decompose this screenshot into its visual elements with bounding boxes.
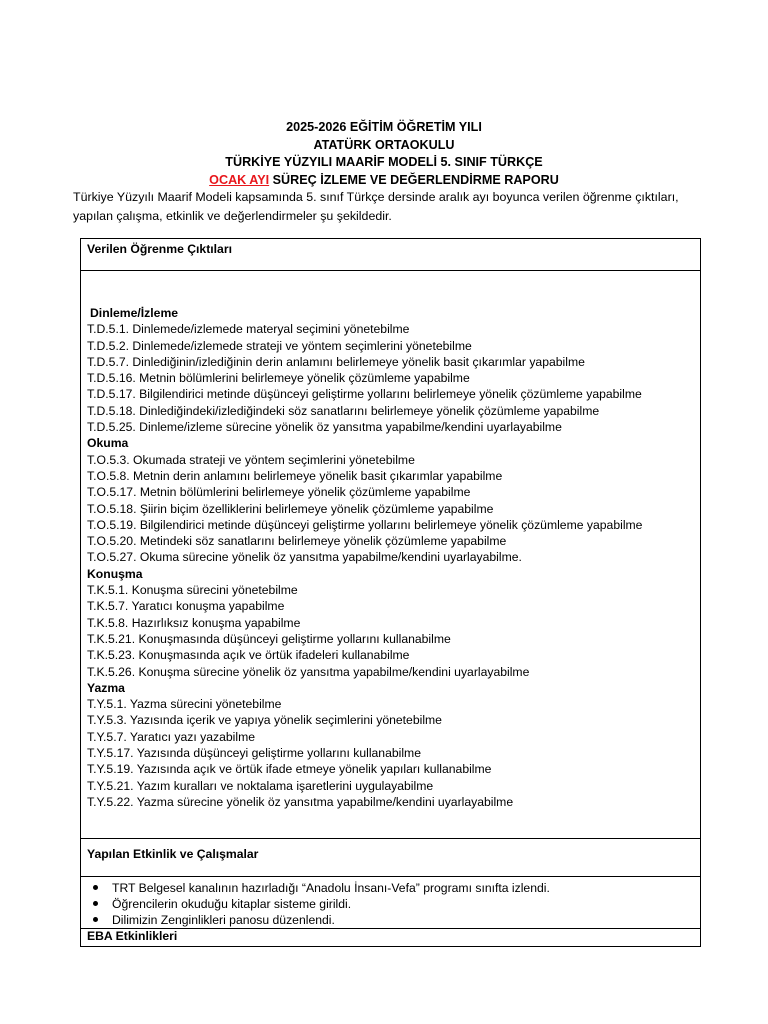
outcome-item: T.O.5.27. Okuma sürecine yönelik öz yansıtma yapabilme/kendini uyarlayabilme. <box>87 550 522 565</box>
eba-title: EBA Etkinlikleri <box>87 929 178 943</box>
eba-header-cell <box>81 929 700 946</box>
section-title-listening: Dinleme/İzleme <box>90 306 179 320</box>
header-school-year: 2025-2026 EĞİTİM ÖĞRETİM YILI <box>286 120 482 134</box>
outcome-item: T.D.5.7. Dinlediğinin/izlediğinin derin anlamını belirlemeye yönelik basit çıkarımlar yapabilme <box>87 354 585 369</box>
outcome-item: T.Y.5.1. Yazma sürecini yönetebilme <box>87 697 282 712</box>
outcome-item: T.O.5.20. Metindeki söz sanatlarını belirlemeye yönelik çözümleme yapabilme <box>87 534 507 549</box>
outcome-item: T.O.5.19. Bilgilendirici metinde düşünceyi geliştirme yollarını belirlemeye yönelik çözümleme yapabilme <box>87 517 643 532</box>
outcomes-title: Verilen Öğrenme Çıktıları <box>87 242 232 256</box>
header-report-title <box>0 172 768 190</box>
outcome-item: T.Y.5.21. Yazım kuralları ve noktalama işaretlerini uygulayabilme <box>87 778 434 793</box>
outcomes-list-cell <box>81 271 700 839</box>
outcome-item: T.O.5.3. Okumada strateji ve yöntem seçimlerini yönetebilme <box>87 452 415 467</box>
activity-item: Dilimizin Zenginlikleri panosu düzenlendi. <box>87 912 694 928</box>
outcome-item: T.D.5.2. Dinlemede/izlemede strateji ve yöntem seçimlerini yönetebilme <box>87 338 472 353</box>
outcome-item: T.K.5.23. Konuşmasında açık ve örtük ifadeleri kullanabilme <box>87 648 410 663</box>
outcome-item: T.D.5.17. Bilgilendirici metinde düşünceyi geliştirme yollarını belirlemeye yönelik çözümleme yapabilme <box>87 387 642 402</box>
outcome-item: T.D.5.16. Metnin bölümlerini belirlemeye yönelik çözümleme yapabilme <box>87 371 470 386</box>
activity-item: TRT Belgesel kanalının hazırladığı “Anadolu İnsanı-Vefa” programı sınıfta izlendi. <box>87 880 694 896</box>
outcome-item: T.K.5.21. Konuşmasında düşünceyi geliştirme yollarını kullanabilme <box>87 631 451 646</box>
header-model-title: TÜRKİYE YÜZYILI MAARİF MODELİ 5. SINIF TÜRKÇE <box>225 155 543 170</box>
outcome-item: T.Y.5.17. Yazısında düşünceyi geliştirme yollarını kullanabilme <box>87 746 421 761</box>
header-month-highlight: OCAK AYI <box>209 172 270 187</box>
outcome-item: T.O.5.17. Metnin bölümlerini belirlemeye yönelik çözümleme yapabilme <box>87 485 471 500</box>
activity-item: Öğrencilerin okuduğu kitaplar sisteme girildi. <box>87 896 694 912</box>
activities-list <box>87 880 694 928</box>
outcome-item: T.K.5.26. Konuşma sürecine yönelik öz yansıtma yapabilme/kendini uyarlayabilme <box>87 664 530 679</box>
outcome-item: T.Y.5.7. Yaratıcı yazı yazabilme <box>87 729 255 744</box>
outcome-item: T.D.5.18. Dinlediğindeki/izlediğindeki söz sanatlarını belirlemeye yönelik çözümleme yapabilme <box>87 403 600 418</box>
report-table <box>80 238 701 947</box>
outcomes-header-cell <box>81 239 700 271</box>
outcome-item: T.K.5.7. Yaratıcı konuşma yapabilme <box>87 599 285 614</box>
outcome-item: T.O.5.18. Şiirin biçim özelliklerini belirlemeye yönelik çözümleme yapabilme <box>87 501 494 516</box>
outcome-item: T.O.5.8. Metnin derin anlamını belirlemeye yönelik basit çıkarımlar yapabilme <box>87 468 503 483</box>
outcome-item: T.Y.5.3. Yazısında içerik ve yapıya yönelik seçimlerini yönetebilme <box>87 713 442 728</box>
outcome-item: T.D.5.25. Dinleme/izleme sürecine yönelik öz yansıtma yapabilme/kendini uyarlayabilme <box>87 420 562 435</box>
outcome-item: T.Y.5.19. Yazısında açık ve örtük ifade etmeye yönelik yapıları kullanabilme <box>87 762 492 777</box>
section-title-writing: Yazma <box>87 680 125 695</box>
outcome-item: T.Y.5.22. Yazma sürecine yönelik öz yansıtma yapabilme/kendini uyarlayabilme <box>87 794 514 809</box>
activities-header-cell <box>81 839 700 877</box>
header-report-rest: SÜREÇ İZLEME VE DEĞERLENDİRME RAPORU <box>269 172 559 187</box>
outcome-item: T.K.5.1. Konuşma sürecini yönetebilme <box>87 583 298 598</box>
activities-title: Yapılan Etkinlik ve Çalışmalar <box>87 847 259 861</box>
intro-paragraph: Türkiye Yüzyılı Maarif Modeli kapsamında 5. sınıf Türkçe dersinde aralık ayı boyunca verilen öğrenme çıktıları, yapılan çalışma, etkinlik ve değerlendirmeler şu şekildedir. <box>73 190 679 223</box>
outcome-item: T.K.5.8. Hazırlıksız konuşma yapabilme <box>87 615 301 630</box>
header-school-name: ATATÜRK ORTAOKULU <box>313 137 455 152</box>
report-header <box>0 119 768 189</box>
outcome-item: T.D.5.1. Dinlemede/izlemede materyal seçimini yönetebilme <box>87 322 410 337</box>
section-title-speaking: Konuşma <box>87 566 143 581</box>
section-title-reading: Okuma <box>87 436 129 451</box>
activities-list-cell <box>81 877 700 929</box>
